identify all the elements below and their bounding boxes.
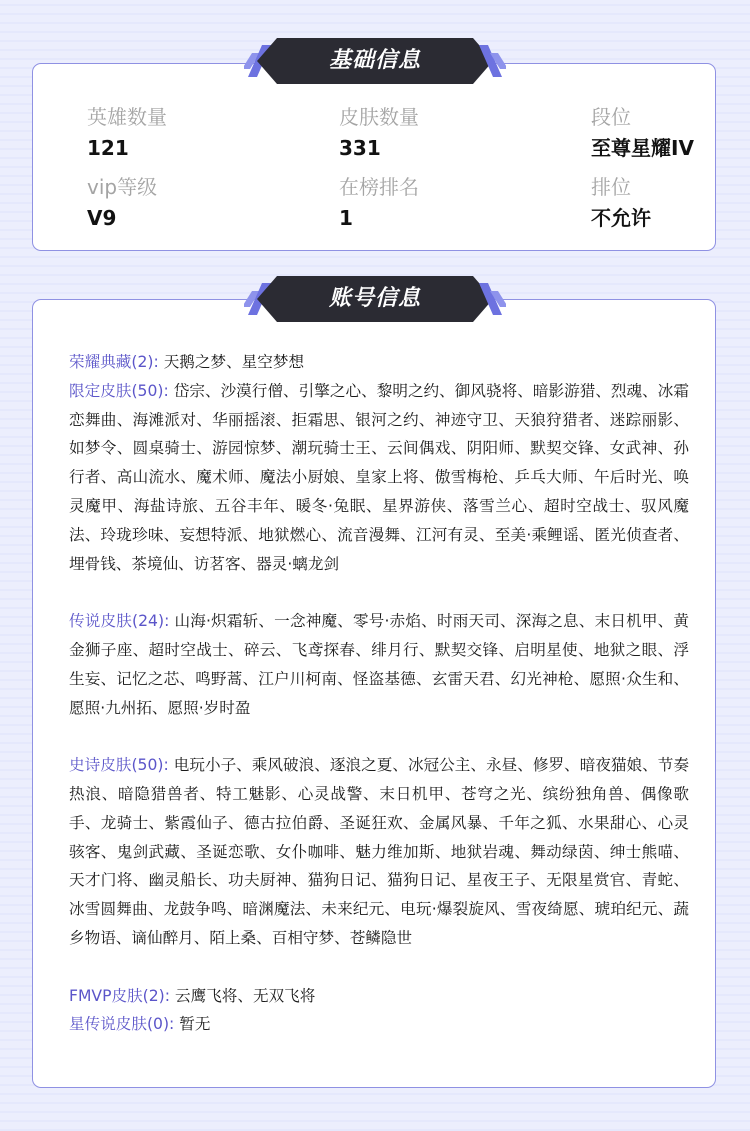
- account-info-content: [69, 348, 689, 1039]
- basic-info-title: 基础信息: [328, 48, 421, 73]
- stat-label: 皮肤数量: [339, 105, 419, 129]
- stat-ranked-allowed: [591, 174, 651, 231]
- section-items: 岱宗、沙漠行僧、引擎之心、黎明之约、御风骁将、暗影游猎、烈魂、冰霜恋舞曲、海滩派对、华丽摇滚、拒霜思、银河之约、神迹守卫、天狼狩猎者、迷踪丽影、如梦令、圆桌骑士、游园惊梦、潮玩骑士王、云间偶戏、阴阳师、默契交锋、女武神、孙行者、高山流水、魔术师、魔法小厨娘、皇家上将、傲雪梅枪、乒乓大师、午后时光、唤灵魔甲、海盐诗旅、五谷丰年、暖冬·兔眠、星界游侠、落雪兰心、超时空战士、驭风魔法、玲珑珍味、妄想特派、地狱燃心、流音漫舞、江河有灵、至美·乘鲤谣、匿光侦查者、埋骨钱、茶境仙、访茗客、器灵·螭龙剑: [69, 381, 689, 573]
- basic-info-card: [32, 63, 716, 251]
- section-items: 山海·炽霜斩、一念神魔、零号·赤焰、时雨天司、深海之息、末日机甲、黄金狮子座、超时空战士、碎云、飞鸢探春、绯月行、默契交锋、启明星使、地狱之眼、浮生妄、记忆之芯、鸣野蒿、江户川柯南、怪盗基德、玄雷天君、幻光神枪、愿照·众生和、愿照·九州拓、愿照·岁时盈: [69, 612, 690, 717]
- section-label: 荣耀典藏(2):: [69, 353, 159, 371]
- stat-label: 排位: [591, 175, 631, 199]
- stat-leaderboard-rank: [339, 174, 419, 231]
- section-items: 云鹰飞将、无双飞将: [175, 986, 316, 1005]
- stat-value: 331: [339, 136, 381, 160]
- skin-section-fmvp: [69, 982, 689, 1011]
- section-label: 史诗皮肤(50):: [69, 756, 169, 775]
- stat-value: 1: [339, 206, 353, 230]
- section-label: FMVP皮肤(2):: [69, 986, 171, 1005]
- skin-section-epic: [69, 751, 689, 953]
- section-label: 星传说皮肤(0):: [69, 1015, 175, 1034]
- stat-value: 121: [87, 136, 129, 160]
- stat-value: 至尊星耀IV: [591, 136, 694, 160]
- section-label: 限定皮肤(50):: [69, 381, 169, 400]
- stat-hero-count: [87, 104, 167, 161]
- section-label: 传说皮肤(24):: [69, 612, 170, 631]
- skin-section-star-legend: [69, 1010, 689, 1039]
- stat-value: V9: [87, 206, 117, 230]
- skin-section-glory: [69, 348, 689, 377]
- account-info-card: [32, 299, 716, 1088]
- stat-vip-level: [87, 174, 157, 231]
- stat-skin-count: [339, 104, 419, 161]
- skin-section-limited: [69, 377, 689, 579]
- account-info-title: 账号信息: [328, 286, 421, 311]
- section-items: 天鹅之梦、星空梦想: [163, 353, 305, 371]
- stat-value: 不允许: [591, 206, 651, 230]
- stat-label: 在榜排名: [339, 175, 419, 199]
- account-info-banner: [244, 274, 506, 324]
- skin-section-legend: [69, 607, 689, 722]
- section-items: 电玩小子、乘风破浪、逐浪之夏、冰冠公主、永昼、修罗、暗夜猫娘、节奏热浪、暗隐猎兽者、特工魅影、心灵战警、末日机甲、苍穹之光、缤纷独角兽、偶像歌手、龙骑士、紫霞仙子、德古拉伯爵、圣诞狂欢、金属风暴、千年之狐、水果甜心、心灵骇客、鬼剑武藏、圣诞恋歌、女仆咖啡、魅力维加斯、地狱岩魂、舞动绿茵、绅士熊喵、天才门将、幽灵船长、功夫厨神、猫狗日记、猫狗日记、星夜王子、无限星赏官、青蛇、冰雪圆舞曲、龙鼓争鸣、暗渊魔法、未来纪元、电玩·爆裂旋风、雪夜绮愿、琥珀纪元、蔬乡物语、谪仙醉月、陌上桑、百相守梦、苍鳞隐世: [69, 756, 689, 947]
- section-items: 暂无: [179, 1015, 211, 1034]
- stat-label: 段位: [591, 105, 631, 129]
- basic-info-banner: [244, 36, 506, 86]
- stat-rank-tier: [591, 104, 694, 161]
- stat-label: vip等级: [87, 175, 158, 199]
- stat-label: 英雄数量: [87, 105, 167, 129]
